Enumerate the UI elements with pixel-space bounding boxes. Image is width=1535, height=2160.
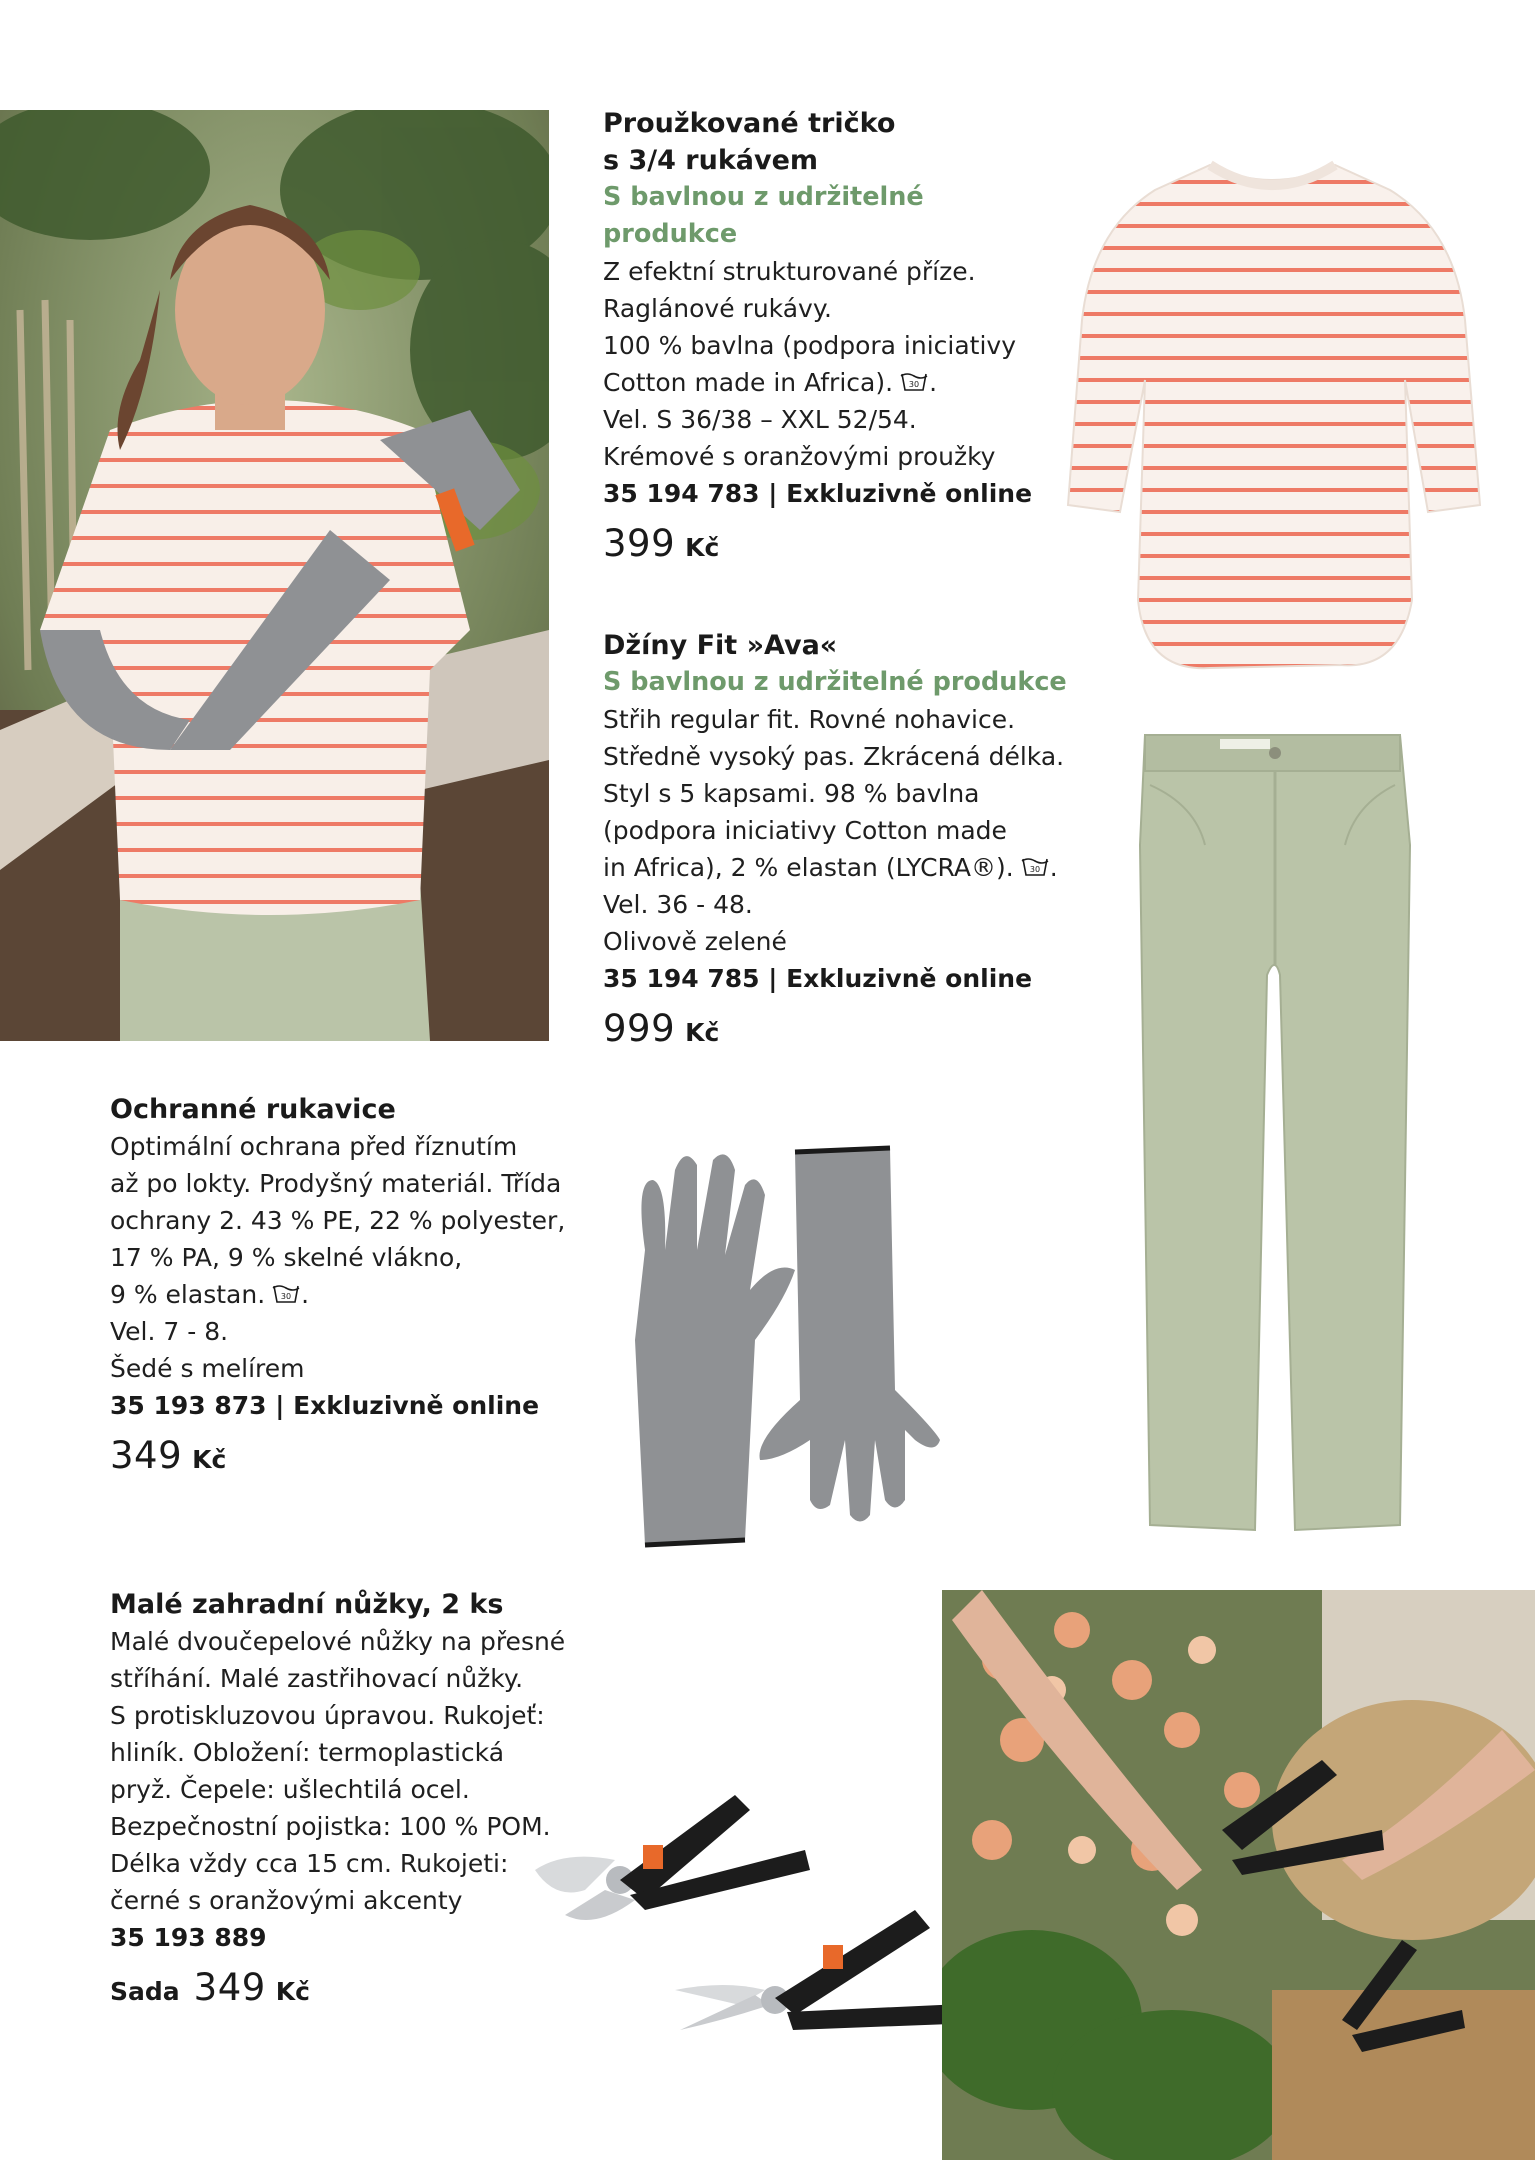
description-line: stříhání. Malé zastřihovací nůžky. — [110, 1664, 524, 1693]
description-line: Styl s 5 kapsami. 98 % bavlna — [603, 779, 980, 808]
description-line: 100 % bavlna (podpora iniciativy — [603, 331, 1016, 360]
product-shirt — [603, 105, 1063, 568]
product-title — [603, 105, 1063, 179]
product-code: 35 193 889 — [110, 1923, 267, 1952]
striped-shirt-photo — [1060, 150, 1485, 680]
price-currency: Kč — [275, 1977, 310, 2006]
product-code: 35 194 785 | Exkluzivně online — [603, 964, 1033, 993]
product-code: 35 193 873 | Exkluzivně online — [110, 1391, 540, 1420]
price — [603, 1005, 1083, 1053]
product-code: 35 194 783 | Exkluzivně online — [603, 479, 1033, 508]
description-line-with-icon: 9 % elastan. 30 . — [110, 1280, 310, 1309]
flowers-pruning-photo — [942, 1590, 1535, 2160]
description-line: ochrany 2. 43 % PE, 22 % polyester, — [110, 1206, 566, 1235]
wash-30-icon — [899, 367, 929, 391]
description-line: Optimální ochrana před říznutím — [110, 1132, 518, 1161]
description-line: až po lokty. Prodyšný materiál. Třída — [110, 1169, 562, 1198]
product-title — [110, 1091, 580, 1128]
price-prefix: Sada — [110, 1977, 180, 2006]
description-line: Cotton made in Africa). — [603, 368, 894, 397]
price-currency: Kč — [685, 1018, 720, 1047]
description-line: S protiskluzovou úpravou. Rukojeť: — [110, 1701, 545, 1730]
price-value: 399 — [603, 522, 676, 565]
gloves-photo — [605, 1140, 945, 1560]
product-title — [603, 627, 1083, 664]
woman-gardening-photo — [0, 110, 549, 1041]
description-line: Bezpečnostní pojistka: 100 % POM. — [110, 1812, 551, 1841]
description-line-with-icon: Cotton made in Africa). 30 . — [603, 368, 938, 397]
description-line: Vel. 36 - 48. — [603, 890, 753, 919]
description-line: in Africa), 2 % elastan (LYCRA®). — [603, 853, 1014, 882]
price-currency: Kč — [685, 533, 720, 562]
svg-text:30: 30 — [908, 380, 920, 389]
description-line: Délka vždy cca 15 cm. Rukojeti: — [110, 1849, 509, 1878]
price — [603, 520, 1063, 568]
pruners-photo — [525, 1740, 1005, 2050]
product-title-line: Malé zahradní nůžky, 2 ks — [110, 1589, 504, 1620]
description-line: Šedé s melírem — [110, 1354, 305, 1383]
product-title — [110, 1586, 580, 1623]
description-line: Krémové s oranžovými proužky — [603, 442, 996, 471]
product-subtitle: S bavlnou z udržitelné produkce — [603, 182, 924, 249]
description-line: Z efektní strukturované příze. — [603, 257, 976, 286]
description-line: hliník. Obložení: termoplastická — [110, 1738, 505, 1767]
price-value: 999 — [603, 1007, 676, 1050]
price-currency: Kč — [192, 1445, 227, 1474]
product-title-line: s 3/4 rukávem — [603, 145, 819, 176]
product-jeans — [603, 627, 1083, 1053]
description-line: Vel. 7 - 8. — [110, 1317, 229, 1346]
svg-text:30: 30 — [1029, 865, 1040, 874]
description-line: pryž. Čepele: ušlechtilá ocel. — [110, 1775, 470, 1804]
product-pruners — [110, 1586, 580, 2012]
jeans-photo — [1125, 725, 1425, 1545]
description-line: 9 % elastan. — [110, 1280, 266, 1309]
description-line: Střih regular fit. Rovné nohavice. — [603, 705, 1016, 734]
description-line: 17 % PA, 9 % skelné vlákno, — [110, 1243, 463, 1272]
description-line: (podpora iniciativy Cotton made — [603, 816, 1007, 845]
description-line: Malé dvoučepelové nůžky na přesné — [110, 1627, 566, 1656]
description-line: Raglánové rukávy. — [603, 294, 832, 323]
product-title-line: Džíny Fit »Ava« — [603, 630, 838, 661]
description-line-with-icon: in Africa), 2 % elastan (LYCRA®). 30 . — [603, 853, 1058, 882]
price — [110, 1964, 580, 2012]
product-title-line: Ochranné rukavice — [110, 1094, 396, 1125]
wash-30-icon — [1020, 852, 1050, 876]
product-subtitle: S bavlnou z udržitelné produkce — [603, 667, 1067, 697]
price-value: 349 — [110, 1434, 183, 1477]
price-value: 349 — [193, 1966, 266, 2009]
svg-text:30: 30 — [281, 1292, 292, 1301]
description-line: černé s oranžovými akcenty — [110, 1886, 463, 1915]
price — [110, 1432, 580, 1480]
description-line: Vel. S 36/38 – XXL 52/54. — [603, 405, 917, 434]
wash-30-icon — [271, 1279, 301, 1303]
product-title-line: Proužkované tričko — [603, 108, 896, 139]
description-line: Olivově zelené — [603, 927, 787, 956]
description-line: Středně vysoký pas. Zkrácená délka. — [603, 742, 1065, 771]
product-gloves — [110, 1091, 580, 1480]
